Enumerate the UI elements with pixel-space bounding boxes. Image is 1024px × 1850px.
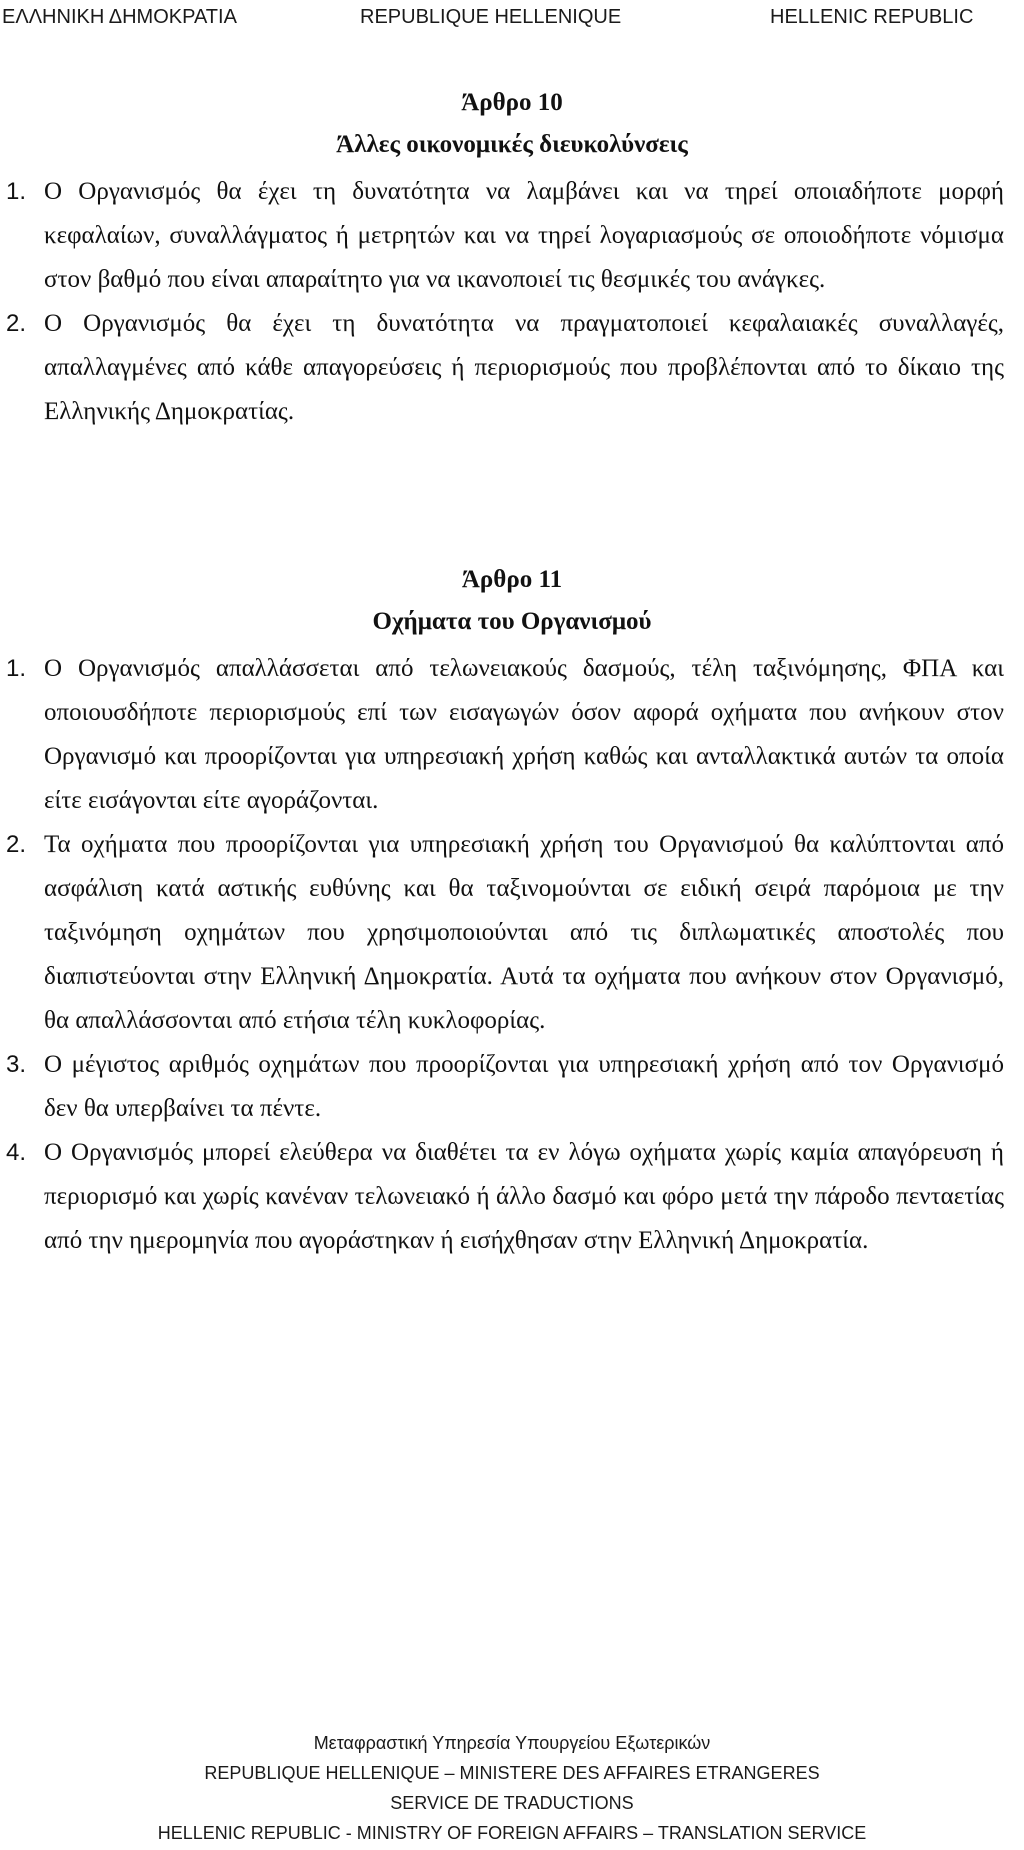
footer-line-french-service: SERVICE DE TRADUCTIONS	[390, 1793, 634, 1813]
item-text: Τα οχήματα που προορίζονται για υπηρεσιακή χρήση του Οργανισμού θα καλύπτονται από ασφάλιση κατά αστικής ευθύνης και θα ταξινομούνται σε ειδική σειρά παρόμοια με την ταξινόμηση οχημάτων που χρησιμοποιούνται από τις διπλωματικές αποστολές που διαπιστεύονται στην Ελληνική Δημοκρατία. Αυτά τα οχήματα που ανήκουν στον Οργανισμό, θα απαλλάσσονται από ετήσια τέλη κυκλοφορίας.	[44, 831, 1004, 1034]
item-text: Ο Οργανισμός θα έχει τη δυνατότητα να λαμβάνει και να τηρεί οποιαδήποτε μορφή κεφαλαίων, συναλλάγματος ή μετρητών και να τηρεί λογαριασμούς σε οποιοδήποτε νόμισμα στον βαθμό που είναι απαραίτητο για να ικανοποιεί τις θεσμικές του ανάγκες.	[44, 178, 1004, 293]
item-number: 2.	[6, 310, 27, 337]
article-11	[0, 565, 1024, 1263]
article-number: Άρθρο 10	[461, 89, 563, 116]
article-number: Άρθρο 11	[461, 566, 563, 593]
footer-line-greek: Μεταφραστική Υπηρεσία Υπουργείου Εξωτερικών	[313, 1733, 711, 1753]
header-greek: ΕΛΛΗΝΙΚΗ ΔΗΜΟΚΡΑΤΙΑ	[2, 6, 237, 28]
header-french: REPUBLIQUE HELLENIQUE	[360, 6, 622, 28]
item-number: 2.	[6, 831, 27, 858]
list-item	[0, 1131, 1024, 1263]
footer-line-french-ministry: REPUBLIQUE HELLENIQUE – MINISTERE DES AFFAIRES ETRANGERES	[204, 1763, 820, 1783]
list-item	[0, 1043, 1024, 1131]
footer-line-english: HELLENIC REPUBLIC - MINISTRY OF FOREIGN AFFAIRS – TRANSLATION SERVICE	[157, 1823, 867, 1843]
header-english: HELLENIC REPUBLIC	[770, 6, 974, 28]
article-10	[0, 88, 1024, 434]
item-number: 1.	[6, 178, 27, 205]
list-item	[0, 823, 1024, 1043]
list-item	[0, 647, 1024, 823]
item-text: Ο Οργανισμός απαλλάσσεται από τελωνειακούς δασμούς, τέλη ταξινόμησης, ΦΠΑ και οποιουσδήποτε περιορισμούς επί των εισαγωγών όσον αφορά οχήματα που ανήκουν στον Οργανισμό και προορίζονται για υπηρεσιακή χρήση καθώς και ανταλλακτικά αυτών τα οποία είτε εισάγονται είτε αγοράζονται.	[44, 655, 1004, 814]
item-text: Ο μέγιστος αριθμός οχημάτων που προορίζονται για υπηρεσιακή χρήση από τον Οργανισμό δεν θα υπερβαίνει τα πέντε.	[44, 1051, 1004, 1122]
translation-service-footer	[0, 1728, 1024, 1848]
item-number: 4.	[6, 1139, 27, 1166]
article-items	[0, 170, 1024, 434]
item-number: 1.	[6, 655, 27, 682]
item-number: 3.	[6, 1051, 27, 1078]
list-item	[0, 170, 1024, 302]
item-text: Ο Οργανισμός θα έχει τη δυνατότητα να πραγματοποιεί κεφαλαιακές συναλλαγές, απαλλαγμένες από κάθε απαγορεύσεις ή περιορισμούς που προβλέπονται από το δίκαιο της Ελληνικής Δημοκρατίας.	[44, 310, 1004, 425]
article-title: Άλλες οικονομικές διευκολύνσεις	[336, 131, 688, 158]
list-item	[0, 302, 1024, 434]
item-text: Ο Οργανισμός μπορεί ελεύθερα να διαθέτει τα εν λόγω οχήματα χωρίς καμία απαγόρευση ή περιορισμό και χωρίς κανέναν τελωνειακό ή άλλο δασμό και φόρο μετά την πάροδο πενταετίας από την ημερομηνία που αγοράστηκαν ή εισήχθησαν στην Ελληνική Δημοκρατία.	[44, 1139, 1004, 1254]
article-items	[0, 647, 1024, 1263]
page-header	[0, 6, 1024, 36]
article-title: Οχήματα του Οργανισμού	[372, 608, 652, 635]
